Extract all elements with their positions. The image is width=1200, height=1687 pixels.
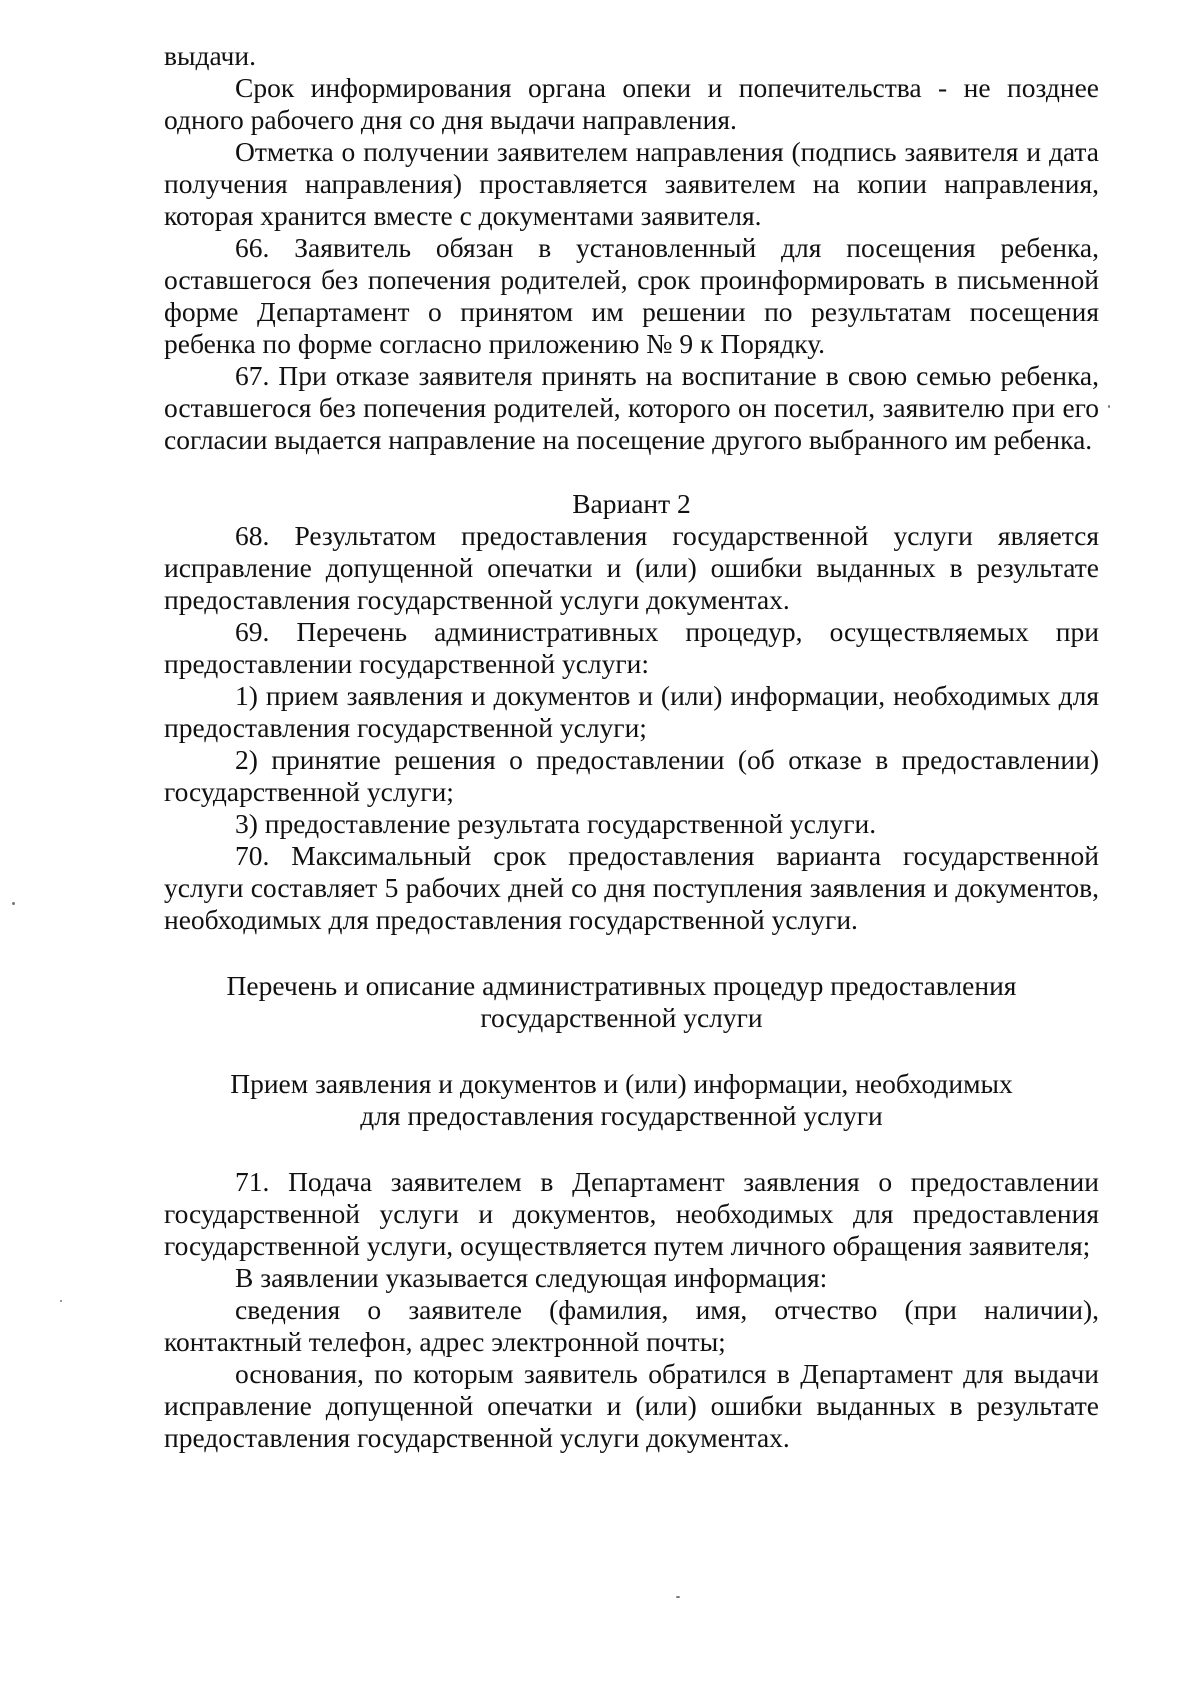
subsection-heading-line-1: Прием заявления и документов и (или) информации, необходимых	[230, 1068, 1013, 1099]
document-body	[164, 40, 1099, 1454]
section-heading-line-2: государственной услуги	[480, 1002, 763, 1033]
continuation-text: выдачи.	[164, 40, 256, 71]
paragraph-69: 69. Перечень административных процедур, осуществляемых при предоставлении государственной услуги:	[164, 616, 1099, 679]
paragraph-applicant-info: сведения о заявителе (фамилия, имя, отчество (при наличии), контактный телефон, адрес электронной почты;	[164, 1294, 1099, 1357]
list-item-69-2: 2) принятие решения о предоставлении (об отказе в предоставлении) государственной услуги;	[164, 744, 1099, 807]
paragraph-inform-deadline: Срок информирования органа опеки и попечительства - не позднее одного рабочего дня со дня выдачи направления.	[164, 72, 1099, 135]
variant-heading: Вариант 2	[572, 488, 691, 519]
list-item-69-1: 1) прием заявления и документов и (или) информации, необходимых для предоставления государственной услуги;	[164, 680, 1099, 743]
list-item-69-3: 3) предоставление результата государственной услуги.	[235, 808, 877, 839]
paragraph-receipt-mark: Отметка о получении заявителем направления (подпись заявителя и дата получения направления) проставляется заявителем на копии направления, которая хранится вместе с документами заявителя.	[164, 136, 1099, 231]
spacer	[164, 936, 1099, 970]
spacer	[164, 1132, 1099, 1166]
paragraph-grounds: основания, по которым заявитель обратился в Департамент для выдачи исправление допущенной опечатки и (или) ошибки выданных в результате предоставления государственной услуги документах.	[164, 1358, 1099, 1453]
scan-speck	[12, 902, 15, 905]
subsection-heading-line-2: для предоставления государственной услуги	[360, 1100, 883, 1131]
scan-speck	[1108, 405, 1110, 408]
subsection-heading	[154, 1068, 1089, 1132]
paragraph-66: 66. Заявитель обязан в установленный для посещения ребенка, оставшегося без попечения родителей, срок проинформировать в письменной форме Департамент о принятом им решении по результатам посещения ребенка по форме согласно приложению № 9 к Порядку.	[164, 232, 1099, 359]
paragraph-71: 71. Подача заявителем в Департамент заявления о предоставлении государственной услуги и документов, необходимых для предоставления государственной услуги, осуществляется путем личного обращения заявителя;	[164, 1166, 1099, 1261]
section-heading-line-1: Перечень и описание административных процедур предоставления	[226, 970, 1017, 1001]
paragraph-68: 68. Результатом предоставления государственной услуги является исправление допущенной опечатки и (или) ошибки выданных в результате предоставления государственной услуги документах.	[164, 520, 1099, 615]
scan-speck	[676, 1596, 680, 1598]
section-heading	[154, 970, 1089, 1034]
paragraph-70: 70. Максимальный срок предоставления варианта государственной услуги составляет 5 рабочих дней со дня поступления заявления и документов, необходимых для предоставления государственной услуги.	[164, 840, 1099, 935]
paragraph-info-intro: В заявлении указывается следующая информация:	[235, 1262, 828, 1293]
spacer	[164, 456, 1099, 488]
spacer	[164, 1034, 1099, 1068]
scan-speck	[60, 1300, 62, 1302]
paragraph-67: 67. При отказе заявителя принять на воспитание в свою семью ребенка, оставшегося без попечения родителей, которого он посетил, заявителю при его согласии выдается направление на посещение другого выбранного им ребенка.	[164, 360, 1099, 455]
